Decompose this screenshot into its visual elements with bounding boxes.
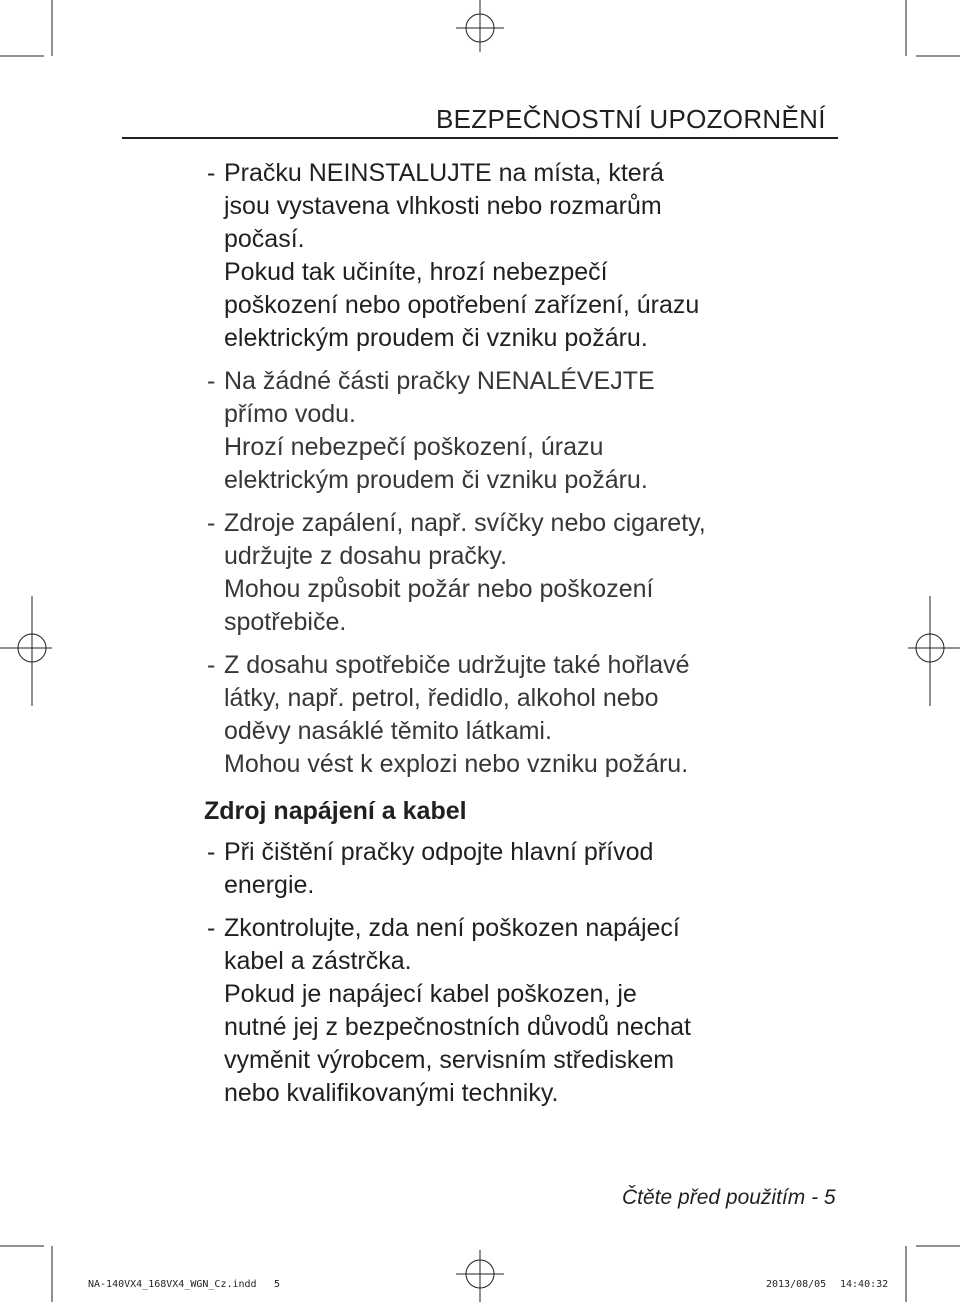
slug-filename: NA-140VX4_168VX4_WGN_Cz.indd — [88, 1279, 257, 1290]
item-line: poškození nebo opotřebení zařízení, úrazu — [224, 291, 700, 319]
item-line: elektrickým proudem či vzniku požáru. — [224, 466, 648, 494]
item-line: Na žádné části pračky NENALÉVEJTE — [224, 367, 655, 395]
main-content — [204, 157, 844, 1110]
bullet-dash: - — [207, 509, 216, 537]
item-line: nutné jej z bezpečnostních důvodů nechat — [224, 1013, 692, 1041]
list-item — [204, 912, 844, 1110]
item-line: Při čištění pračky odpojte hlavní přívod — [224, 838, 654, 866]
item-line: vyměnit výrobcem, servisním střediskem — [224, 1046, 675, 1074]
item-line: Hrozí nebezpečí poškození, úrazu — [224, 433, 604, 461]
bullet-dash: - — [207, 651, 216, 679]
item-line: Pračku NEINSTALUJTE na místa, která — [224, 159, 664, 187]
bullet-dash: - — [207, 367, 216, 395]
item-line: Zkontrolujte, zda není poškozen napájecí — [224, 914, 680, 942]
item-line: látky, např. petrol, ředidlo, alkohol nebo — [224, 684, 659, 712]
section-heading: Zdroj napájení a kabel — [204, 797, 467, 825]
item-line: počasí. — [224, 225, 305, 253]
registration-mark-bottom — [456, 1250, 504, 1302]
item-line: kabel a zástrčka. — [224, 947, 412, 975]
item-line: spotřebiče. — [224, 608, 347, 636]
header-rule — [122, 137, 838, 139]
bullet-dash: - — [207, 838, 216, 866]
item-line: Mohou způsobit požár nebo poškození — [224, 575, 654, 603]
page-number-label: Čtěte před použitím - 5 — [622, 1186, 836, 1209]
item-line: nebo kvalifikovanými techniky. — [224, 1079, 559, 1107]
list-item — [204, 649, 844, 781]
item-line: jsou vystavena vlhkosti nebo rozmarům — [224, 192, 662, 220]
item-line: Z dosahu spotřebiče udržujte také hořlavé — [224, 651, 690, 679]
slug-time: 14:40:32 — [840, 1279, 889, 1290]
item-line: Pokud tak učiníte, hrozí nebezpečí — [224, 258, 608, 286]
registration-mark-left — [0, 596, 52, 706]
item-line: udržujte z dosahu pračky. — [224, 542, 508, 570]
slug-page: 5 — [274, 1279, 281, 1290]
list-item — [204, 507, 844, 639]
list-item — [204, 365, 844, 497]
slug-date: 2013/08/05 — [766, 1279, 827, 1290]
item-line: oděvy nasáklé těmito látkami. — [224, 717, 552, 745]
page-title: BEZPEČNOSTNÍ UPOZORNĚNÍ — [436, 104, 826, 134]
list-item — [204, 157, 844, 355]
registration-mark-right — [908, 596, 960, 706]
item-line: Pokud je napájecí kabel poškozen, je — [224, 980, 637, 1008]
item-line: energie. — [224, 871, 315, 899]
item-line: Mohou vést k explozi nebo vzniku požáru. — [224, 750, 689, 778]
item-line: elektrickým proudem či vzniku požáru. — [224, 324, 648, 352]
item-line: Zdroje zapálení, např. svíčky nebo cigarety, — [224, 509, 706, 537]
item-line: přímo vodu. — [224, 400, 357, 428]
list-item — [204, 836, 844, 902]
bullet-dash: - — [207, 914, 216, 942]
registration-mark-top — [456, 0, 504, 52]
bullet-dash: - — [207, 159, 216, 187]
